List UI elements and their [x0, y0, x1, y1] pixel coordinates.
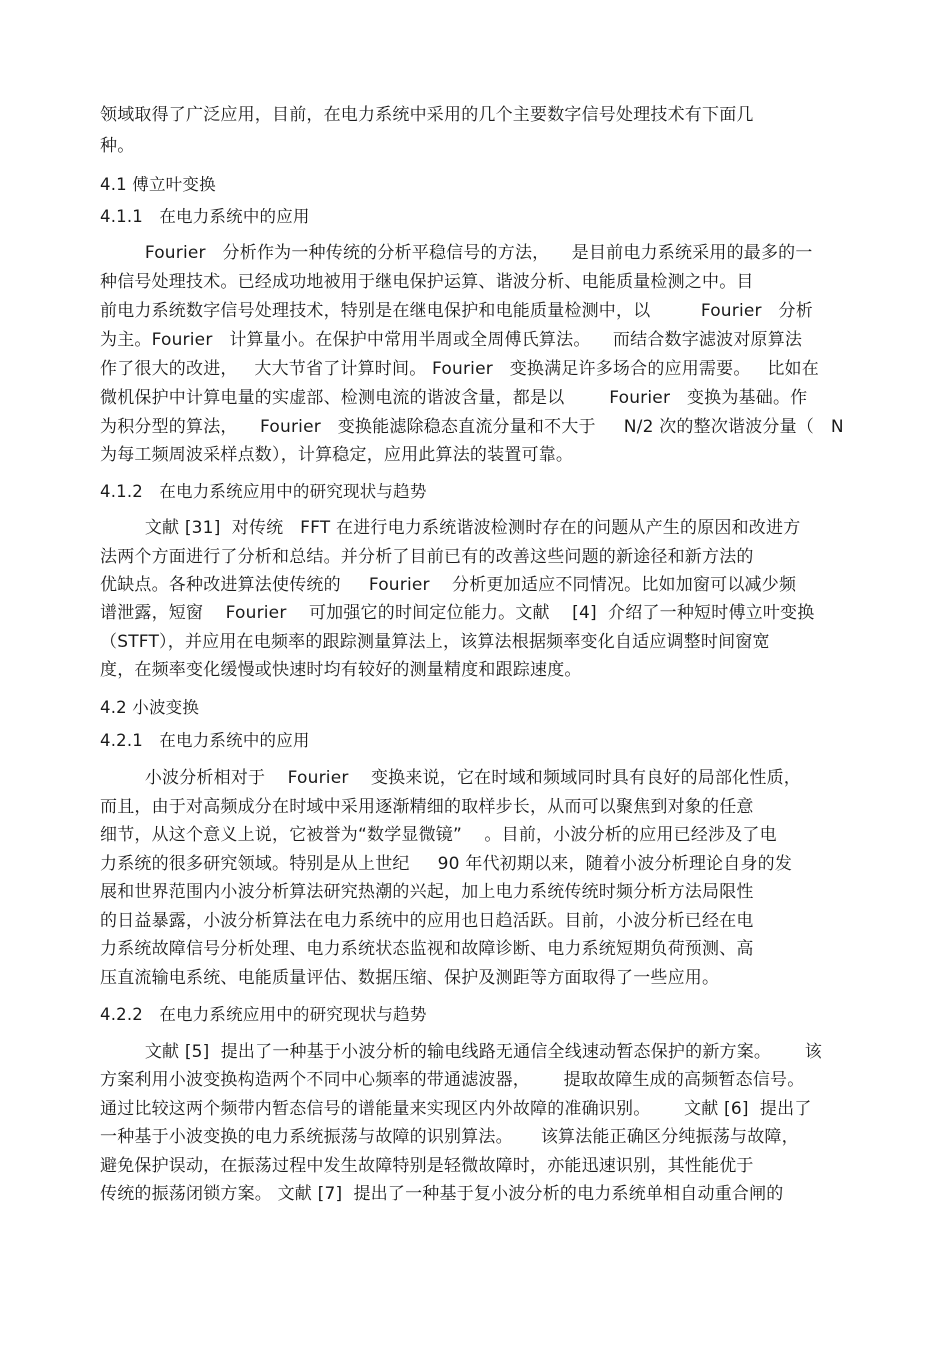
text-line: 传统的振荡闭锁方案。 文献 [7] 提出了一种基于复小波分析的电力系统单相自动重合闸的	[100, 1184, 784, 1204]
text-line: 展和世界范围内小波分析算法研究热潮的兴起，加上电力系统传统时频分析方法局限性	[100, 882, 754, 902]
subsection-heading: 4.1.2 在电力系统应用中的研究现状与趋势	[100, 482, 427, 501]
text-line: 法两个方面进行了分析和总结。并分析了目前已有的改善这些问题的新途径和新方法的	[100, 547, 754, 567]
text-line: 而且，由于对高频成分在时域中采用逐渐精细的取样步长，从而可以聚焦到对象的任意	[100, 797, 754, 817]
text-line: 为主。Fourier 计算量小。在保护中常用半周或全周傅氏算法。 而结合数字滤波对原算法	[100, 330, 803, 350]
text-line: 领域取得了广泛应用，目前，在电力系统中采用的几个主要数字信号处理技术有下面几	[100, 105, 754, 125]
subsection-heading: 4.2.1 在电力系统中的应用	[100, 731, 310, 750]
text-line: 力系统的很多研究领域。特别是从上世纪 90 年代初期以来，随着小波分析理论自身的发	[100, 854, 793, 874]
subsection-heading: 4.1.1 在电力系统中的应用	[100, 207, 310, 226]
section-heading: 4.1 傅立叶变换	[100, 175, 216, 194]
text-line: 避免保护误动，在振荡过程中发生故障特别是轻微故障时，亦能迅速识别，其性能优于	[100, 1156, 754, 1176]
text-line: 一种基于小波变换的电力系统振荡与故障的识别算法。 该算法能正确区分纯振荡与故障，	[100, 1127, 799, 1147]
text-line: 压直流输电系统、电能质量评估、数据压缩、保护及测距等方面取得了一些应用。	[100, 968, 720, 988]
subsection-heading: 4.2.2 在电力系统应用中的研究现状与趋势	[100, 1005, 427, 1024]
text-line: 通过比较这两个频带内暂态信号的谱能量来实现区内外故障的准确识别。 文献 [6] 提出了	[100, 1099, 812, 1119]
text-line: 度，在频率变化缓慢或快速时均有较好的测量精度和跟踪速度。	[100, 660, 582, 680]
text-line: 为积分型的算法， Fourier 变换能滤除稳态直流分量和不大于 N/2 次的整次谐波分量（ N	[100, 417, 844, 437]
text-line: 为每工频周波采样点数），计算稳定，应用此算法的装置可靠。	[100, 445, 574, 465]
text-line: 微机保护中计算电量的实虚部、检测电流的谐波含量，都是以 Fourier 变换为基础。作	[100, 388, 808, 408]
text-line: Fourier 分析作为一种传统的分析平稳信号的方法， 是目前电力系统采用的最多的一	[100, 243, 813, 263]
text-line: 小波分析相对于 Fourier 变换来说，它在时域和频域同时具有良好的局部化性质，	[100, 768, 801, 788]
text-line: 方案利用小波变换构造两个不同中心频率的带通滤波器， 提取故障生成的高频暂态信号。	[100, 1070, 805, 1090]
text-line: （STFT），并应用在电频率的跟踪测量算法上，该算法根据频率变化自适应调整时间窗宽	[100, 632, 770, 652]
text-line: 前电力系统数字信号处理技术，特别是在继电保护和电能质量检测中，以 Fourier 分析	[100, 301, 813, 321]
text-line: 谱泄露，短窗 Fourier 可加强它的时间定位能力。文献 [4] 介绍了一种短时傅立叶变换	[100, 603, 815, 623]
text-line: 种。	[100, 136, 135, 156]
text-line: 细节，从这个意义上说，它被誉为“数学显微镜” 。目前，小波分析的应用已经涉及了电	[100, 825, 777, 845]
section-heading: 4.2 小波变换	[100, 698, 200, 717]
text-line: 力系统故障信号分析处理、电力系统状态监视和故障诊断、电力系统短期负荷预测、高	[100, 939, 754, 959]
text-line: 文献 [5] 提出了一种基于小波分析的输电线路无通信全线速动暂态保护的新方案。 该	[100, 1042, 822, 1062]
text-line: 文献 [31] 对传统 FFT 在进行电力系统谐波检测时存在的问题从产生的原因和改进方	[100, 518, 801, 538]
text-line: 种信号处理技术。已经成功地被用于继电保护运算、谐波分析、电能质量检测之中。目	[100, 272, 754, 292]
text-line: 作了很大的改进， 大大节省了计算时间。 Fourier 变换满足许多场合的应用需要。 比如在	[100, 359, 819, 379]
text-line: 的日益暴露，小波分析算法在电力系统中的应用也日趋活跃。目前，小波分析已经在电	[100, 911, 754, 931]
text-line: 优缺点。各种改进算法使传统的 Fourier 分析更加适应不同情况。比如加窗可以减少频	[100, 575, 797, 595]
